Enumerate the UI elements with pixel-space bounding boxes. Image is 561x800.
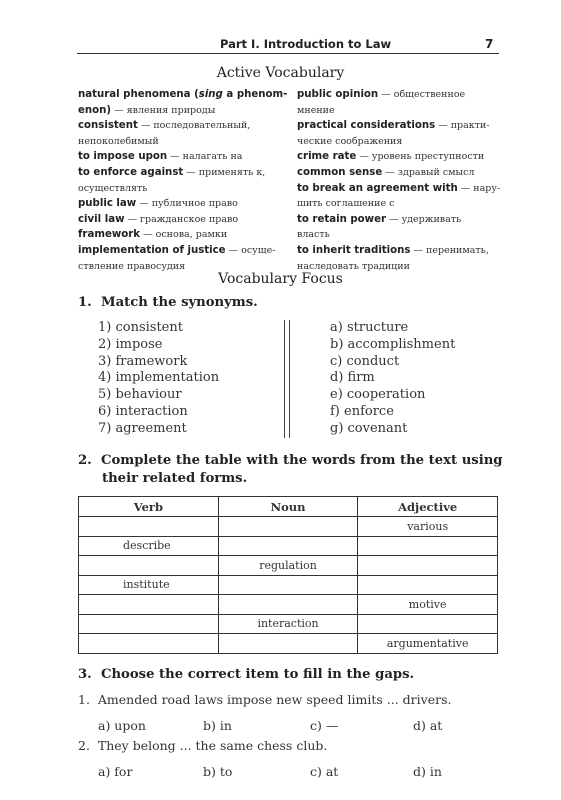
option-c[interactable]: c) — xyxy=(310,718,339,733)
vocabulary-focus-heading: Vocabulary Focus xyxy=(218,271,343,287)
vocab-entry: common sense — здравый смысл xyxy=(297,166,475,178)
table-cell[interactable] xyxy=(218,634,358,654)
table-cell[interactable]: describe xyxy=(79,536,219,556)
match-right-list xyxy=(330,320,455,438)
table-row xyxy=(79,536,498,556)
vocab-entry: crime rate — уровень преступности xyxy=(297,151,485,163)
table-cell[interactable]: institute xyxy=(79,575,219,595)
question-1: 1. Amended road laws impose new speed limits ... drivers. xyxy=(78,692,452,707)
table-cell[interactable]: various xyxy=(358,517,498,537)
table-row xyxy=(79,556,498,576)
option-a[interactable]: a) for xyxy=(98,764,133,779)
match-item: d) firm xyxy=(330,370,375,386)
vocab-left-column xyxy=(78,87,288,274)
vocab-entry: practical considerations — практи- ческие соображения xyxy=(297,120,490,147)
table-cell[interactable] xyxy=(358,575,498,595)
column-header: Noun xyxy=(218,497,358,517)
table-cell[interactable] xyxy=(218,595,358,615)
vocab-entry: to inherit traditions — перенимать, наследовать традиции xyxy=(297,244,489,272)
table-cell[interactable]: motive xyxy=(358,595,498,615)
table-cell[interactable] xyxy=(218,536,358,556)
option-d[interactable]: d) in xyxy=(413,764,442,779)
vocab-entry: framework — основа, рамки xyxy=(78,229,228,241)
match-divider xyxy=(284,320,290,438)
vocab-entry: civil law — гражданское право xyxy=(78,213,239,225)
option-b[interactable]: b) to xyxy=(203,764,233,779)
vocab-entry: to break an agreement with — нару- шить соглашение с xyxy=(297,182,501,210)
match-item: 1) consistent xyxy=(98,320,183,335)
question-2: 2. They belong ... the same chess club. xyxy=(78,738,328,753)
table-cell[interactable] xyxy=(79,517,219,537)
exercise-3-title: 3. Choose the correct item to fill in the gaps. xyxy=(78,667,415,682)
match-left-list xyxy=(98,320,219,438)
table-cell[interactable] xyxy=(79,614,219,634)
table-cell[interactable] xyxy=(358,614,498,634)
active-vocabulary-heading: Active Vocabulary xyxy=(216,65,345,81)
vocab-entry: to enforce against — применять к, осуществлять xyxy=(78,166,266,194)
match-item: g) covenant xyxy=(330,420,408,436)
vocab-entry: consistent — последовательный, непоколебимый xyxy=(78,120,251,147)
exercise-1-title: 1. Match the synonyms. xyxy=(78,295,258,310)
match-item: c) conduct xyxy=(330,353,400,369)
header-rule xyxy=(77,53,499,54)
table-cell[interactable] xyxy=(358,536,498,556)
table-row xyxy=(79,634,498,654)
match-item: b) accomplishment xyxy=(330,336,456,352)
match-item: 7) agreement xyxy=(98,420,187,436)
match-item: a) structure xyxy=(330,320,409,335)
column-header: Adjective xyxy=(358,497,498,517)
table-row xyxy=(79,517,498,537)
match-item: 6) interaction xyxy=(98,403,188,419)
vocab-entry: to retain power — удерживать власть xyxy=(297,213,462,241)
table-row xyxy=(79,614,498,634)
table-cell[interactable]: interaction xyxy=(218,614,358,634)
table-cell[interactable] xyxy=(218,575,358,595)
exercise-2-title: 2. Complete the table with the words from the text using their related forms. xyxy=(78,453,503,486)
table-cell[interactable] xyxy=(79,634,219,654)
column-header: Verb xyxy=(79,497,219,517)
match-item: 3) framework xyxy=(98,353,188,369)
table-row xyxy=(79,575,498,595)
option-a[interactable]: a) upon xyxy=(98,718,146,733)
table-header-row xyxy=(79,497,498,517)
table-cell[interactable]: argumentative xyxy=(358,634,498,654)
table-row xyxy=(79,595,498,615)
match-item: 4) implementation xyxy=(98,370,220,386)
page-number: 7 xyxy=(485,37,494,51)
vocab-entry: public opinion — общественное мнение xyxy=(297,89,466,116)
option-b[interactable]: b) in xyxy=(203,718,232,733)
word-forms-table xyxy=(78,496,498,654)
vocab-entry: to impose upon — налагать на xyxy=(78,151,243,163)
table-cell[interactable]: regulation xyxy=(218,556,358,576)
table-cell[interactable] xyxy=(358,556,498,576)
vocab-entry: public law — публичное право xyxy=(78,198,238,210)
table-cell[interactable] xyxy=(79,556,219,576)
match-item: 2) impose xyxy=(98,336,163,352)
option-c[interactable]: c) at xyxy=(310,764,339,779)
table-cell[interactable] xyxy=(218,517,358,537)
running-header-title: Part I. Introduction to Law xyxy=(220,37,392,51)
table-cell[interactable] xyxy=(79,595,219,615)
match-item: f) enforce xyxy=(330,403,394,419)
option-d[interactable]: d) at xyxy=(413,718,443,733)
vocab-entry: natural phenomena (sing a phenom- enon) — явления природы xyxy=(78,89,288,116)
vocab-right-column xyxy=(297,87,502,274)
vocab-entry: implementation of justice — осуще- ствление правосудия xyxy=(78,244,276,272)
match-item: e) cooperation xyxy=(330,387,426,403)
match-item: 5) behaviour xyxy=(98,387,182,403)
